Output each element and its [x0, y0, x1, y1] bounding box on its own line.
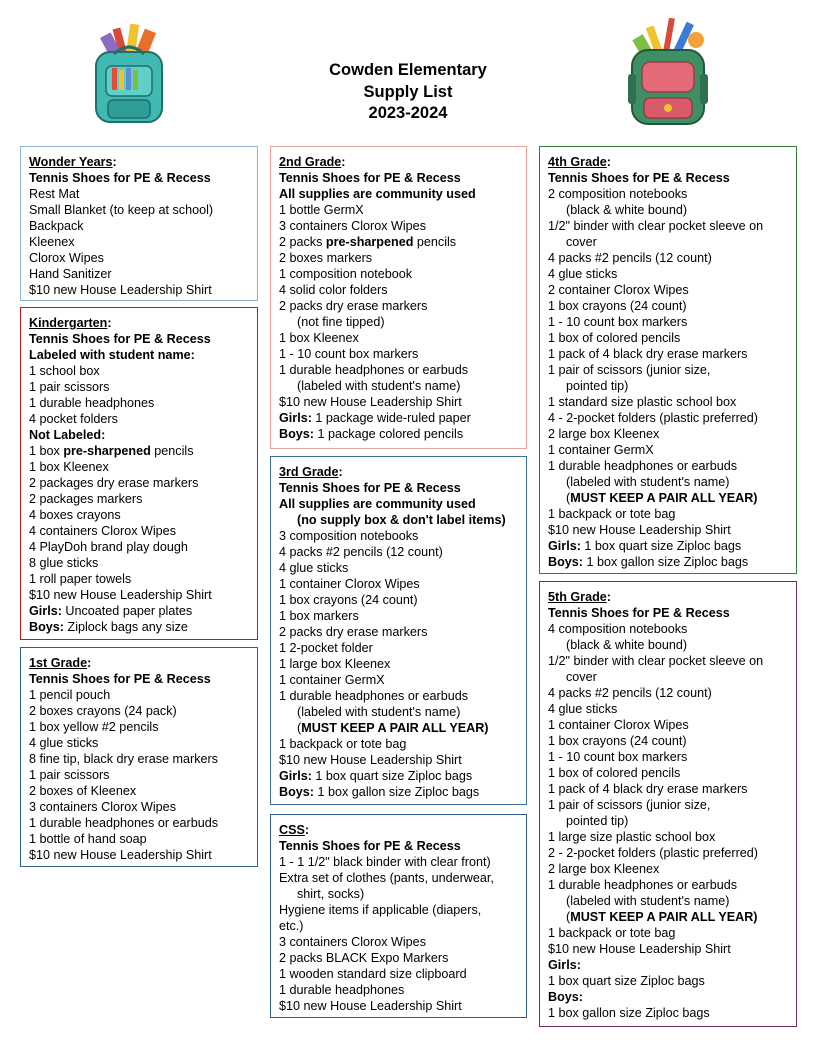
list-item: Small Blanket (to keep at school)	[29, 203, 214, 217]
list-item-note: (labeled with student's name)	[297, 379, 461, 393]
list-item: 1 backpack or tote bag	[548, 507, 676, 521]
list-item: 4 packs #2 pencils (12 count)	[548, 251, 712, 265]
list-item-note: (black & white bound)	[566, 638, 688, 652]
list-item: Tennis Shoes for PE & Recess	[29, 171, 211, 185]
list-item: 1 pack of 4 black dry erase markers	[548, 347, 748, 361]
list-item-note: cover	[566, 235, 597, 249]
girls-item	[279, 410, 518, 426]
list-item: 4 glue sticks	[548, 702, 618, 716]
list-item: 1 bottle GermX	[279, 203, 364, 217]
list-item: 8 glue sticks	[29, 556, 99, 570]
subheading-note: (no supply box & don't label items)	[297, 513, 506, 527]
item-text: Ziplock bags any size	[64, 620, 188, 634]
list-item: 3 composition notebooks	[279, 529, 419, 543]
css-box	[270, 814, 527, 1018]
boys-label: Boys:	[29, 620, 64, 634]
girls-item	[279, 768, 518, 784]
subheading: Labeled with student name:	[29, 348, 195, 362]
list-item: $10 new House Leadership Shirt	[279, 999, 462, 1013]
list-item: $10 new House Leadership Shirt	[548, 523, 731, 537]
list-item: Tennis Shoes for PE & Recess	[29, 672, 211, 686]
list-item: 1 large box Kleenex	[279, 657, 391, 671]
list-item-note: cover	[566, 670, 597, 684]
list-item: $10 new House Leadership Shirt	[29, 848, 212, 862]
item-emphasis: pre-sharpened	[325, 235, 414, 249]
girls-label: Girls:	[548, 958, 581, 972]
list-item: 1 school box	[29, 364, 100, 378]
list-item: 1 box markers	[279, 609, 359, 623]
title-supply-list: Supply List	[363, 82, 453, 101]
list-item: $10 new House Leadership Shirt	[29, 283, 212, 297]
list-item: 4 composition notebooks	[548, 622, 688, 636]
list-item-note: etc.)	[279, 919, 304, 933]
boys-item	[548, 554, 788, 570]
list-item: 1 durable headphones or earbuds	[279, 689, 469, 703]
girls-label: Girls:	[548, 539, 581, 553]
list-item: 4 pocket folders	[29, 412, 118, 426]
list-item: 1 2-pocket folder	[279, 641, 373, 655]
kindergarten-box	[20, 307, 258, 640]
list-item: 1 container Clorox Wipes	[279, 577, 420, 591]
item-text: 1 box quart size Ziploc bags	[311, 769, 473, 783]
list-item: 4 PlayDoh brand play dough	[29, 540, 188, 554]
item-emphasis: MUST KEEP A PAIR ALL YEAR)	[570, 491, 758, 505]
heading-colon: :	[606, 155, 611, 169]
boys-item	[279, 784, 518, 800]
list-item: 1 pair of scissors (junior size,	[548, 363, 711, 377]
keep-note	[548, 909, 788, 925]
list-item: 2 large box Kleenex	[548, 427, 660, 441]
keep-note	[279, 720, 518, 736]
list-item: 2 packs dry erase markers	[279, 299, 428, 313]
list-item: 1 pair of scissors (junior size,	[548, 798, 711, 812]
heading-colon: :	[338, 465, 343, 479]
backpack-left-illustration	[88, 22, 170, 126]
wonder-years-heading: Wonder Years	[29, 155, 113, 169]
item-text: 1 package colored pencils	[314, 427, 464, 441]
list-item: Tennis Shoes for PE & Recess	[548, 606, 730, 620]
item-emphasis: MUST KEEP A PAIR ALL YEAR)	[301, 721, 489, 735]
list-item: 1 standard size plastic school box	[548, 395, 737, 409]
list-item: 1 container GermX	[279, 673, 385, 687]
list-item-note: (black & white bound)	[566, 203, 688, 217]
item-text: (	[566, 491, 571, 505]
list-item	[279, 234, 518, 250]
list-item: 1 bottle of hand soap	[29, 832, 147, 846]
list-item: 8 fine tip, black dry erase markers	[29, 752, 218, 766]
fourth-grade-box	[539, 146, 797, 574]
list-item: 2 composition notebooks	[548, 187, 688, 201]
list-item: 4 glue sticks	[279, 561, 349, 575]
kindergarten-heading: Kindergarten	[29, 316, 108, 330]
heading-colon: :	[304, 823, 310, 837]
heading-colon: :	[107, 316, 112, 330]
list-item: 4 - 2-pocket folders (plastic preferred)	[548, 411, 758, 425]
list-item: 3 containers Clorox Wipes	[29, 800, 176, 814]
list-item: 1 container GermX	[548, 443, 654, 457]
item-text: 2 packs	[279, 235, 326, 249]
list-item: 2 packages markers	[29, 492, 143, 506]
list-item: 1 durable headphones	[29, 396, 155, 410]
list-item: 1 - 1 1/2" black binder with clear front)	[279, 855, 491, 869]
list-item: 2 packs dry erase markers	[279, 625, 428, 639]
list-item: Tennis Shoes for PE & Recess	[279, 171, 461, 185]
item-text: 1 box gallon size Ziploc bags	[314, 785, 480, 799]
list-item: Kleenex	[29, 235, 75, 249]
girls-item	[548, 538, 788, 554]
girls-item	[29, 603, 249, 619]
list-item: $10 new House Leadership Shirt	[548, 942, 731, 956]
item-text: pencils	[413, 235, 457, 249]
girls-label: Girls:	[29, 604, 62, 618]
list-item: 1 - 10 count box markers	[279, 347, 419, 361]
first-grade-box	[20, 647, 258, 867]
list-item: 1 - 10 count box markers	[548, 750, 688, 764]
list-item: 4 containers Clorox Wipes	[29, 524, 176, 538]
list-item: 2 packs BLACK Expo Markers	[279, 951, 449, 965]
list-item: 1 pencil pouch	[29, 688, 111, 702]
list-item: 1 durable headphones or earbuds	[279, 363, 469, 377]
list-item: 2 boxes crayons (24 pack)	[29, 704, 177, 718]
list-item: 1 backpack or tote bag	[548, 926, 676, 940]
list-item: 1 pair scissors	[29, 380, 110, 394]
subheading: Not Labeled:	[29, 428, 106, 442]
item-text: 1 package wide-ruled paper	[311, 411, 471, 425]
list-item: 1 durable headphones or earbuds	[548, 459, 738, 473]
list-item: 4 packs #2 pencils (12 count)	[548, 686, 712, 700]
list-item: 1 pack of 4 black dry erase markers	[548, 782, 748, 796]
boys-label: Boys:	[548, 555, 583, 569]
page-title	[258, 60, 558, 125]
list-item: $10 new House Leadership Shirt	[279, 395, 462, 409]
list-item: 1 box crayons (24 count)	[279, 593, 418, 607]
list-item: Hygiene items if applicable (diapers,	[279, 903, 482, 917]
heading-colon: :	[112, 155, 117, 169]
item-text: (	[566, 910, 571, 924]
fifth-grade-box	[539, 581, 797, 1027]
girls-label: Girls:	[279, 769, 312, 783]
list-item: Tennis Shoes for PE & Recess	[548, 171, 730, 185]
backpack-right-illustration	[622, 18, 714, 130]
title-school: Cowden Elementary	[329, 61, 487, 79]
list-item-note: (labeled with student's name)	[297, 705, 461, 719]
list-item: 2 boxes of Kleenex	[29, 784, 137, 798]
list-item: 1 composition notebook	[279, 267, 413, 281]
list-item: 3 containers Clorox Wipes	[279, 219, 426, 233]
list-item: 4 solid color folders	[279, 283, 388, 297]
css-heading: CSS	[279, 823, 305, 837]
item-text: 1 box gallon size Ziploc bags	[583, 555, 749, 569]
heading-colon: :	[341, 155, 346, 169]
wonder-years-box	[20, 146, 258, 301]
list-item: 1 box crayons (24 count)	[548, 299, 687, 313]
second-grade-box	[270, 146, 527, 449]
heading-colon: :	[606, 590, 611, 604]
list-item: 1 durable headphones or earbuds	[548, 878, 738, 892]
list-item-note: pointed tip)	[566, 814, 629, 828]
list-item-note: (labeled with student's name)	[566, 475, 730, 489]
list-item: 1 box Kleenex	[279, 331, 359, 345]
boys-label: Boys:	[279, 785, 314, 799]
list-item: 4 glue sticks	[548, 267, 618, 281]
list-item: 1 durable headphones or earbuds	[29, 816, 219, 830]
list-item: Backpack	[29, 219, 84, 233]
boys-item	[29, 619, 249, 635]
subheading: All supplies are community used	[279, 497, 476, 511]
subheading: All supplies are community used	[279, 187, 476, 201]
item-text: Uncoated paper plates	[61, 604, 193, 618]
list-item: Extra set of clothes (pants, underwear,	[279, 871, 494, 885]
list-item: 2 boxes markers	[279, 251, 373, 265]
list-item: 1 - 10 count box markers	[548, 315, 688, 329]
third-grade-heading: 3rd Grade	[279, 465, 339, 479]
list-item: 4 boxes crayons	[29, 508, 121, 522]
boys-label: Boys:	[279, 427, 314, 441]
list-item: 1 box crayons (24 count)	[548, 734, 687, 748]
keep-note	[548, 490, 788, 506]
list-item: 1 box quart size Ziploc bags	[548, 974, 705, 988]
list-item-note: shirt, socks)	[297, 887, 365, 901]
list-item-note: pointed tip)	[566, 379, 629, 393]
list-item: $10 new House Leadership Shirt	[29, 588, 212, 602]
item-text: 1 box quart size Ziploc bags	[580, 539, 742, 553]
list-item: $10 new House Leadership Shirt	[279, 753, 462, 767]
item-emphasis: pre-sharpened	[63, 444, 151, 458]
list-item: 2 container Clorox Wipes	[548, 283, 689, 297]
list-item: 4 packs #2 pencils (12 count)	[279, 545, 443, 559]
list-item: 1 box of colored pencils	[548, 331, 681, 345]
list-item: 2 - 2-pocket folders (plastic preferred)	[548, 846, 758, 860]
list-item: 1 wooden standard size clipboard	[279, 967, 467, 981]
list-item: 1 container Clorox Wipes	[548, 718, 689, 732]
item-text: pencils	[150, 444, 194, 458]
list-item: 1 box yellow #2 pencils	[29, 720, 159, 734]
list-item: 1 durable headphones	[279, 983, 405, 997]
list-item: Hand Sanitizer	[29, 267, 112, 281]
list-item: 1/2" binder with clear pocket sleeve on	[548, 654, 764, 668]
list-item: 3 containers Clorox Wipes	[279, 935, 426, 949]
boys-item	[279, 426, 518, 442]
list-item: 1 pair scissors	[29, 768, 110, 782]
second-grade-heading: 2nd Grade	[279, 155, 342, 169]
list-item: 2 large box Kleenex	[548, 862, 660, 876]
list-item-note: (labeled with student's name)	[566, 894, 730, 908]
boys-label: Boys:	[548, 990, 583, 1004]
item-text: (	[297, 721, 302, 735]
list-item: Tennis Shoes for PE & Recess	[29, 332, 211, 346]
list-item: Tennis Shoes for PE & Recess	[279, 839, 461, 853]
item-emphasis: MUST KEEP A PAIR ALL YEAR)	[570, 910, 758, 924]
list-item-note: (not fine tipped)	[297, 315, 385, 329]
fourth-grade-heading: 4th Grade	[548, 155, 607, 169]
list-item: 1 backpack or tote bag	[279, 737, 407, 751]
list-item: 1 box Kleenex	[29, 460, 109, 474]
list-item	[29, 443, 249, 459]
list-item: 1 large size plastic school box	[548, 830, 716, 844]
fifth-grade-heading: 5th Grade	[548, 590, 607, 604]
girls-label: Girls:	[279, 411, 312, 425]
list-item: 1/2" binder with clear pocket sleeve on	[548, 219, 764, 233]
list-item: 4 glue sticks	[29, 736, 99, 750]
title-year: 2023-2024	[368, 104, 448, 122]
item-text: 1 box	[29, 444, 64, 458]
list-item: 1 roll paper towels	[29, 572, 132, 586]
third-grade-box	[270, 456, 527, 805]
list-item: Clorox Wipes	[29, 251, 104, 265]
list-item: 1 box gallon size Ziploc bags	[548, 1006, 710, 1020]
heading-colon: :	[87, 656, 92, 670]
list-item: Tennis Shoes for PE & Recess	[279, 481, 461, 495]
list-item: Rest Mat	[29, 187, 80, 201]
list-item: 1 box of colored pencils	[548, 766, 681, 780]
first-grade-heading: 1st Grade	[29, 656, 88, 670]
list-item: 2 packages dry erase markers	[29, 476, 199, 490]
